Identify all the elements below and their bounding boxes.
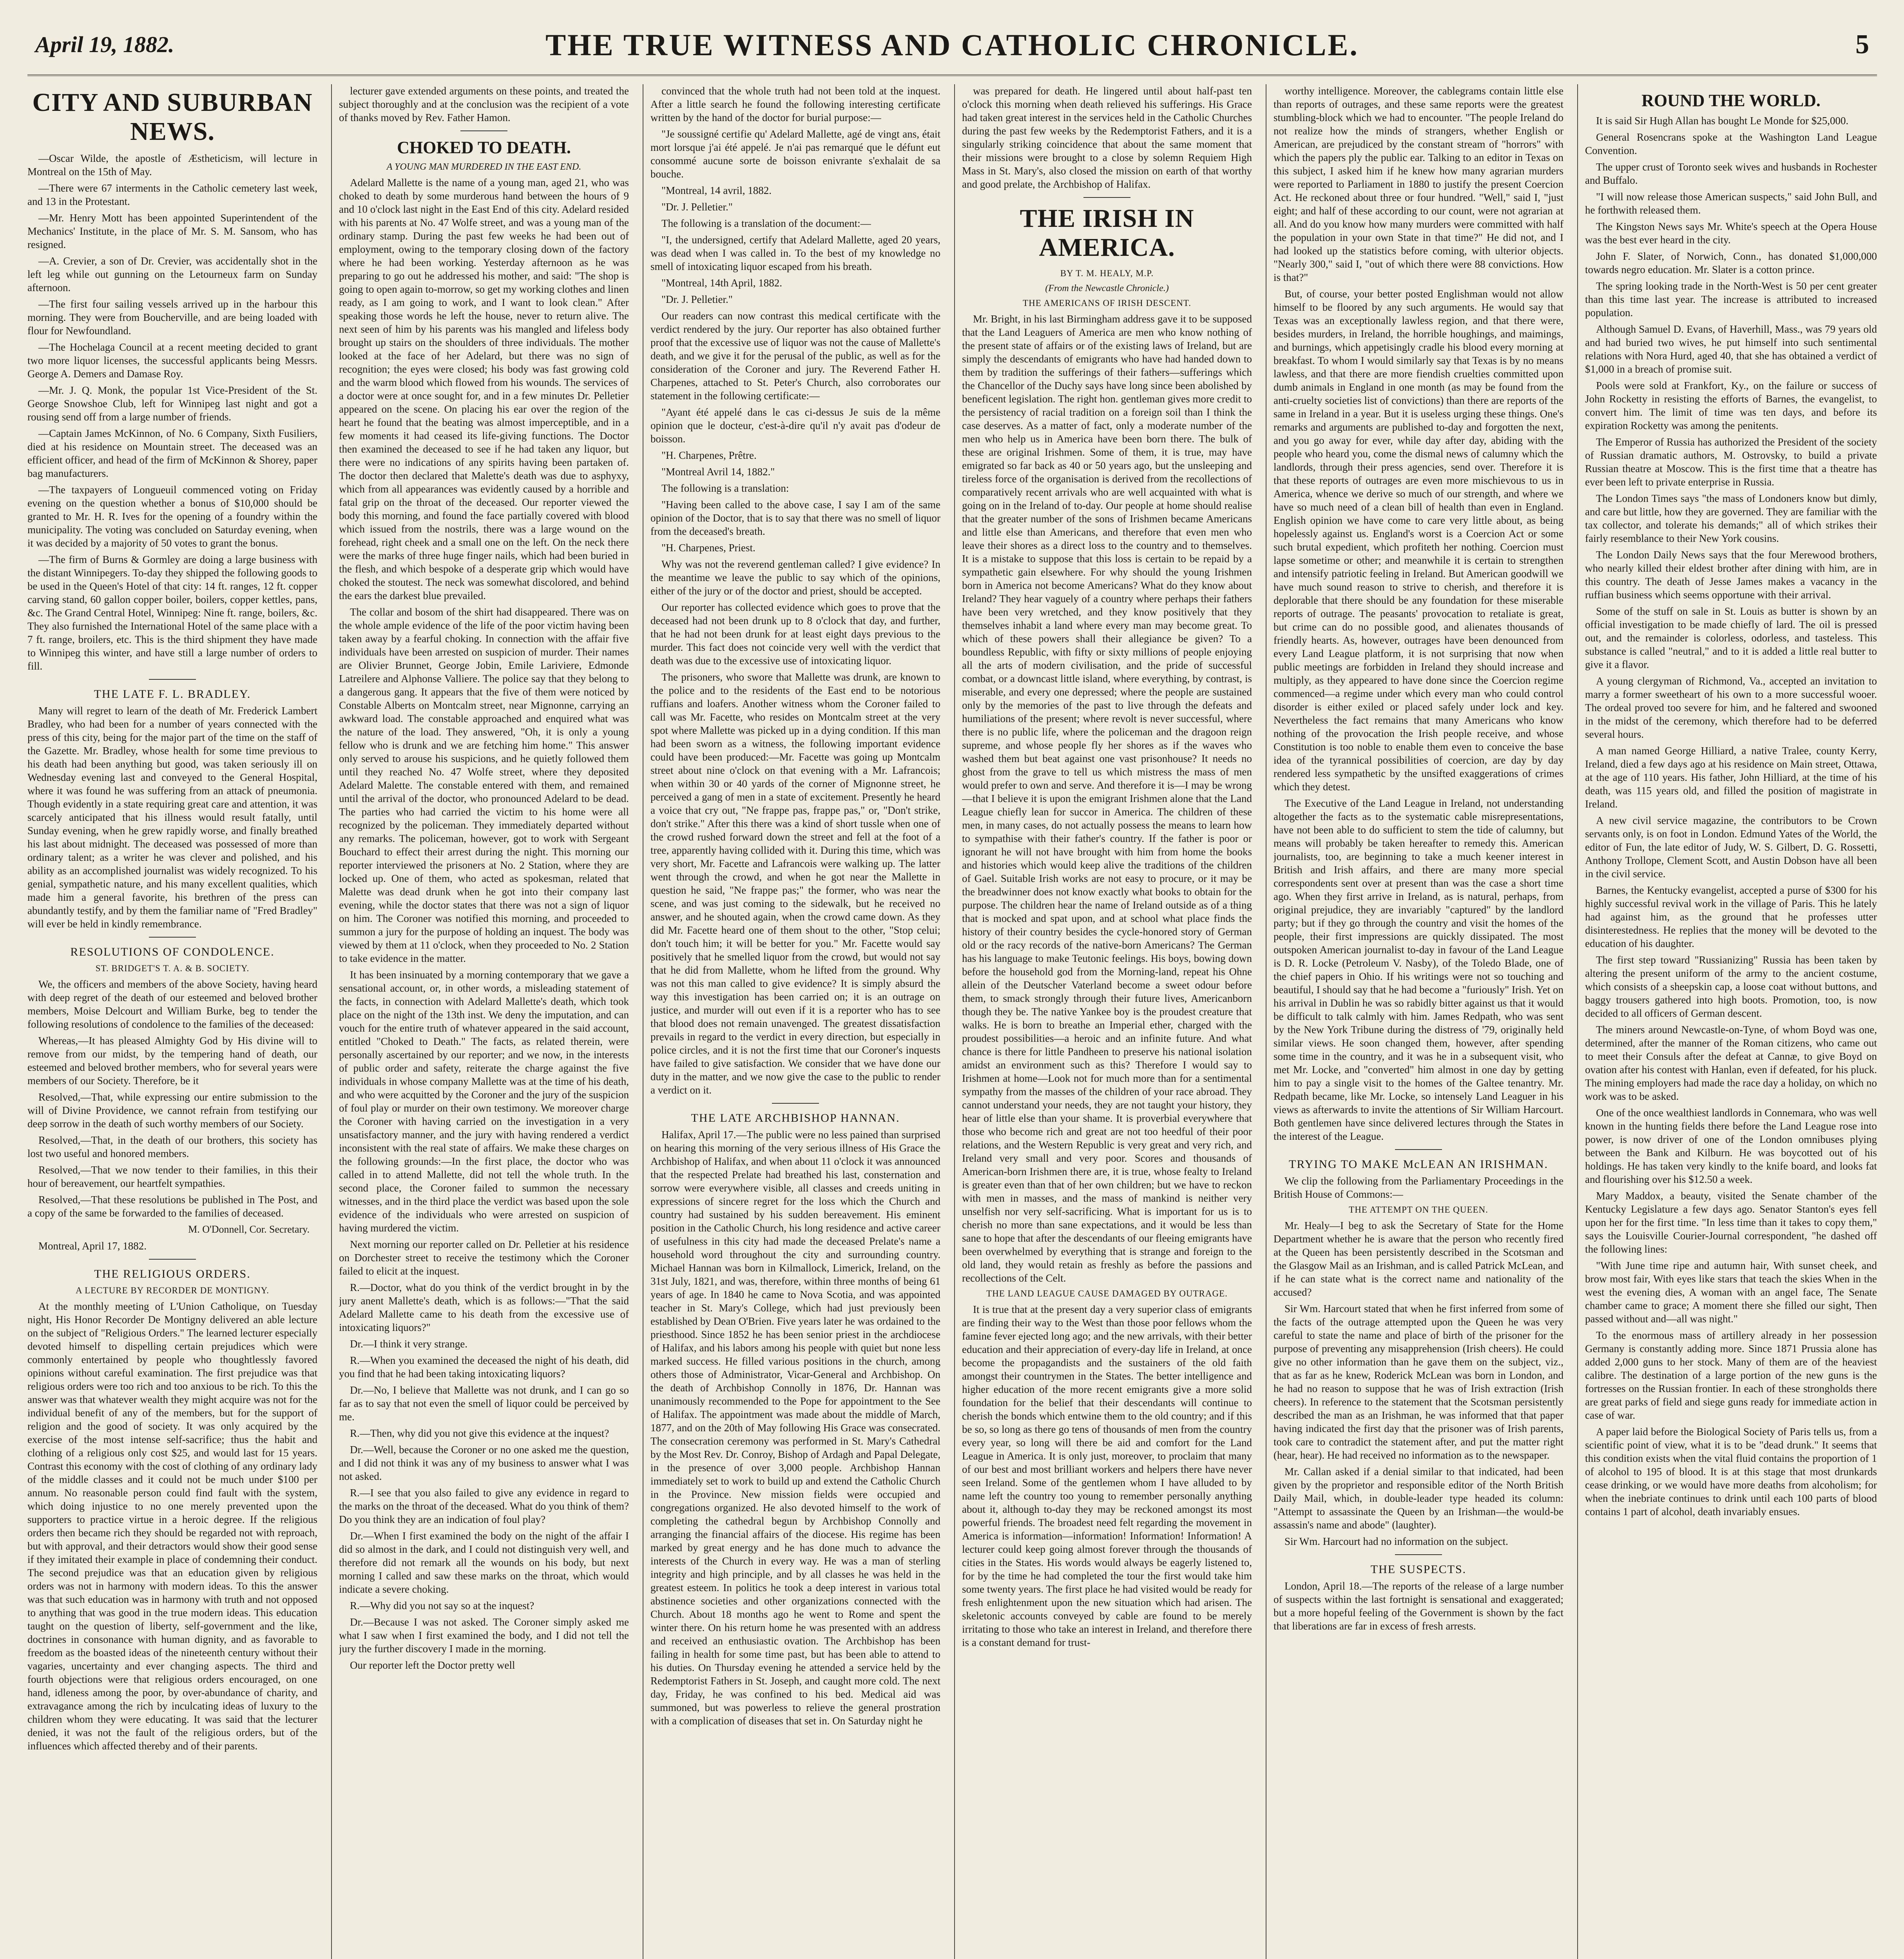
- news-item: —The first four sailing vessels arrived up in the harbour this morning. They were from Boucherville, and are being loaded with flour for Newfoundland.: [27, 298, 317, 337]
- choked-heading: CHOKED TO DEATH.: [397, 138, 571, 157]
- article-text: was prepared for death. He lingered until about half-past ten o'clock this morning when death relieved his sufferings. His Grace had taken great interest in the services held in the Catholic Churches during the past few weeks by the Redemptorist Fathers, and it is a singularly striking coincidence that about the same moment that their missions were brought to a close by solemn Requiem High Mass in St. Mary's, also closed the mission on earth of that worthy and good prelate, the Archbishop of Halifax.: [962, 85, 1252, 190]
- article-text: Our reporter has collected evidence which goes to prove that the deceased had not been drunk up to 8 o'clock that day, and further, that he had not been drunk for at least eight days previous to the murder. This fact does not coincide very well with the verdict that death was due to the excessive use of intoxicating liquor.: [650, 601, 940, 666]
- resolutions-subheading: ST. BRIDGET'S T. A. & B. SOCIETY.: [95, 963, 250, 973]
- article-text: Next morning our reporter called on Dr. Pelletier at his residence on Dorchester street to receive the testimony which the Coroner failed to elicit at the inquest.: [339, 1238, 629, 1277]
- article-text: The following is a translation of the document:—: [661, 217, 871, 229]
- article-text: "H. Charpenes, Priest.: [661, 542, 755, 554]
- news-item: The upper crust of Toronto seek wives and husbands in Rochester and Buffalo.: [1585, 161, 1877, 186]
- city-news-heading: CITY AND SUBURBAN NEWS.: [32, 88, 313, 146]
- news-item: The spring looking trade in the North-West is 50 per cent greater than this time last year. The increase is attributed to increased population.: [1585, 280, 1877, 319]
- article-text: convinced that the whole truth had not been told at the inquest. After a little search he found the following interesting certificate written by the hand of the doctor for burial purpose:—: [650, 85, 940, 123]
- separator: [1395, 1554, 1442, 1555]
- column-2: [339, 84, 629, 1959]
- article-text: It is true that at the present day a very superior class of emigrants are finding their way to the West than those poor fellows whom the famine fever ejected long ago; and the new arrivals, with their better education and their appreciation of every-day life in Ireland, at once become the propagandists and the sustainers of the old faith amongst their countrymen in the States. The better intelligence and higher education of the more recent emigrants give a more solid foundation for the belief that their descendants will continue to cherish the bonds which entwine them to the old country; and if this be so, so long as there go tens of thousands of men from the country every year, so long will there be aid and comfort for the Land League in America. It is only just, moreover, to proclaim that many of our best and most brilliant workers and helpers there have never seen Ireland. Some of the gentlemen whom I have alluded to by name left the country too young to remember personally anything about it, although to-day they may be reckoned amongst its most powerful friends. The broadest need felt regarding the movement in America is information—information! Information! Information! A lecturer could keep going almost forever through the thousands of cities in the States. His words would always be eagerly listened to, for by the time he had completed the tour the first would take him some twenty years. The first place he had visited would be ready for fresh enlightenment upon the new situation which had arisen. The skeletonic accounts conveyed by cable are found to be merely irritating to those who take an interest in Ireland, and therefore there is a constant demand for trust-: [962, 1304, 1252, 1648]
- article-text: Why was not the reverend gentleman called? I give evidence? In the meantime we leave the public to say which of the opinions, either of the jury or of the doctor and priest, should be accepted.: [650, 558, 940, 597]
- news-item: "With June time ripe and autumn hair, With sunset cheek, and brow most fair, With eyes like stars that teach the skies When in the west the evening dies, A woman with an angel face, The Senate chamber came to grace; A moment there she filled our sight, Then passed without and—all was night.": [1585, 1260, 1877, 1325]
- article-text: "Montreal Avril 14, 1882.": [661, 466, 775, 478]
- article-text: worthy intelligence. Moreover, the cablegrams contain little else than reports of outrages, and these same reports were the greatest stumbling-block which we had to encounter. "The people Ireland do not realize how the minds of strangers, whether English or American, are prejudiced by the constant stream of "horrors" with which the papers ply the public ear. Talking to an editor in Texas on this subject, I asked him if he knew how many agrarian murders were reported to Parliament in 1880 to justify the present Coercion Act. He reckoned about three or four hundred. "Well," said I, "just eight; and half of these according to our count, were not agrarian at all. And do you know how many murders were committed with half the population in your own State in that time?" He did not, and I had looked up the statistics before coming, with ulterior objects. "Nearly 300," said I, "out of which there were 88 convictions. How is that?": [1274, 85, 1563, 283]
- resolution-paragraph: Resolved,—That, while expressing our entire submission to the will of Divine Providence, we cannot refrain from testifying our deep sorrow in the death of such worthy members of our Society.: [27, 1091, 317, 1130]
- news-item: The first step toward "Russianizing" Russia has been taken by altering the present uniform of the army to the ancient costume, which consists of a sheepskin cap, a loose coat without buttons, and baggy trousers gathered into high boots. Promotion, too, is now decided to all officers of German descent.: [1585, 954, 1877, 1019]
- byline: BY T. M. HEALY, M.P.: [1060, 268, 1154, 278]
- article-text: The Executive of the Land League in Ireland, not understanding altogether the facts as to the systematic cable misrepresentations, have not been able to do sufficient to stem the tide of calumny, but means will probably be taken hereafter to remedy this. American journalists, too, are beginning to take a much keener interest in British and Irish affairs, and there are many more special correspondents sent over at present than was the case a short time ago. When they first arrive in Ireland, as is natural, perhaps, from original prejudice, they are invariably "captured" by the landlord party; but if they go through the country and visit the homes of the people, their first impressions are quickly dissipated. The most outspoken American journalist to-day in favour of the Land League is D. R. Locke (Petroleum V. Nasby), of the Toledo Blade, one of the chief papers in Ohio. If his writings were not so touching and beautiful, I should say that he had become a "furiously" Irish. Yet on his arrival in Dublin he was so rabidly bitter against us that it would be difficult to talk calmly with him. James Redpath, who was sent by the New York Tribune during the distress of '79, originally held similar views. He soon changed them, however, after spending some time in the country, and it was he in a subsequent visit, who met Mr. Locke, and "converted" him almost in one day by getting him to pay a single visit to the homes of the Galtee tenantry. Mr. Redpath became, like Mr. Locke, so intensely Land Leaguer in his views as afterwards to invite the attentions of Sir William Harcourt. Both gentlemen have since delivered lectures through the States in the interest of the League.: [1274, 797, 1563, 1142]
- article-text: R.—When you examined the deceased the night of his death, did you find that he had been taking intoxicating liquors?: [339, 1354, 629, 1380]
- article-text: Sir Wm. Harcourt had no information on the subject.: [1284, 1535, 1508, 1547]
- article-text: The prisoners, who swore that Mallette was drunk, are known to the police and to the residents of the East end to be notorious ruffians and loafers. Another witness whom the Coroner failed to call was Mr. Facette, who resides on Montcalm street at the very spot where Mallette was picked up in a dying condition. If this man had been sworn as a witness, the following important evidence could have been produced:—Mr. Facette was going up Montcalm street about nine o'clock on that evening with a Mr. Lafrancois; when within 30 or 40 yards of the corner of Mignonne street, he perceived a gang of men in a state of excitement. Presently he heard a voice that cry out, "Ne frappe pas, frappe pas," or, "Don't strike, don't strike." After this there was a kind of short tussle when one of the crowd rushed forward down the street and fell at the foot of a tree, apparently having collided with it. During this time, which was very short, Mr. Facette and Lafrancois were walking up. The latter went through the crowd, and when he got near the Mallette in question he said, "Ne frappe pas;" the former, who was near the scene, and was just coming to the sidewalk, but he received no answer, and he shouted again, when the crowd came down. As they did Mr. Facette heard one of them shout to the other, "Stop celui; don't touch him; it will be better for you." Mr. Facette would say positively that he smelled liquor from the crowd, but would not say that he did from Mallette, whom he lifted from the ground. Why was not this man called to give evidence? It is simply absurd the way this investigation has been carried on; it is an outrage on justice, and murder will out even if it is a reporter who has to see that blood does not remain unavenged. The greatest dissatisfaction prevails in regard to the verdict in every direction, but especially in police circles, and it is not the first time that our Coroner's inquests have failed to give satisfaction. We consider that we have done our duty in the matter, and we now give the case to the public to render a verdict on it.: [650, 671, 940, 1096]
- news-item: The London Times says "the mass of Londoners know but dimly, and care but little, how they are governed. They are familiar with the tax collector, and tolerate his demands;" all of which strikes their fairly resemblance to their New York cousins.: [1585, 492, 1877, 544]
- news-item: The Kingston News says Mr. White's speech at the Opera House was the best ever heard in the city.: [1585, 221, 1877, 246]
- column-rule: [954, 84, 955, 1959]
- separator: [1083, 197, 1130, 198]
- news-item: The London Daily News says that the four Merewood brothers, who nearly killed their eldest brother after dining with him, are in this country. The death of Jesse James makes a vacancy in the ruffian business which seems opportune with their arrival.: [1585, 549, 1877, 601]
- article-text: Adelard Mallette is the name of a young man, aged 21, who was choked to death by some murderous hand between the hours of 9 and 10 o'clock last night in the East End of this city. Adelard resided with his parents at No. 47 Wolfe street, and was a young man of the ordinary stamp. During the past few weeks he had been out of employment, owing to the temporary closing down of the factory where he had been working. Yesterday afternoon as he was preparing to go out he addressed his mother, and said: "The shop is going to open again to-morrow, so get my working clothes and linen ready, as I am going to work, and I want to look clean." After speaking those words he left the house, never to return alive. The next seen of him by his parents was his mangled and lifeless body brought up stairs on the shoulders of three individuals. The mother looked at the face of her Adelard, but there was no sign of recognition; the eyes were closed; his body was fast growing cold and the warm blood which flowed from his wounds. The services of a doctor were at once sought for, and in a few minutes Dr. Pelletier appeared on the scene. On placing his ear over the region of the heart he found that the beating was almost imperceptible, and in a few moments it had ceased its life-giving functions. The Doctor then examined the deceased to see if he had taken any liquor, but there were no indications of any spirits having been partaken of. The doctor then declared that Malette's death was due to asphyxy, which from all appearances was evidently caused by a horrible and fatal grip on the throat of the deceased. Our reporter viewed the body this morning, and found the face partially covered with blood which issued from the nostrils, there was a large wound on the forehead, right cheek and a small one on the left. On the neck there were the marks of three huge finger nails, which had been buried in the flesh, and which bespoke of a desperate grip which would have choked the stoutest. The neck was somewhat discolored, and behind the ears the darkest blue prevailed.: [339, 177, 629, 601]
- news-item: A man named George Hilliard, a native Tralee, county Kerry, Ireland, died a few days ago at his residence on Main street, Ottawa, at the age of 110 years. His father, John Hilliard, at the time of his death, was 115 years old, and filled the position of magistrate in Ireland.: [1585, 745, 1877, 810]
- choked-subheading: A YOUNG MAN MURDERED IN THE EAST END.: [386, 162, 582, 172]
- column-4: [962, 84, 1252, 1959]
- article-text: "Montreal, 14 avril, 1882.: [661, 185, 772, 196]
- news-item: —Mr. J. Q. Monk, the popular 1st Vice-President of the St. George Snowshoe Club, left for Winnipeg last night and got a rousing send off from a large number of friends.: [27, 384, 317, 423]
- article-text: R.—I see that you also failed to give any evidence in regard to the marks on the throat of the deceased. What do you think of them? Do you think they are an indication of foul play?: [339, 1487, 629, 1525]
- separator: [1395, 1149, 1442, 1150]
- separator: [460, 130, 507, 131]
- columns: [27, 84, 1877, 1959]
- news-item: Mary Maddox, a beauty, visited the Senate chamber of the Kentucky Legislature a few days ago. Senator Stanton's eyes fell upon her for the first time. "In less time than it takes to copy them," says the Louisville Courier-Journal correspondent, "he dashed off the following lines:: [1585, 1190, 1877, 1255]
- article-text: "H. Charpenes, Prêtre.: [661, 449, 757, 461]
- column-6: [1585, 84, 1877, 1959]
- round-the-world-heading: ROUND THE WORLD.: [1641, 91, 1821, 110]
- article-text: lecturer gave extended arguments on these points, and treated the subject thoroughly and at the conclusion was the recipient of a vote of thanks moved by Rev. Father Hamon.: [339, 85, 629, 123]
- column-3: [650, 84, 940, 1959]
- article-text: "Dr. J. Pelletier.": [661, 293, 733, 305]
- column-rule: [1577, 84, 1578, 1959]
- article-text: Dr.—Well, because the Coroner or no one asked me the question, and I did not think it was any of my business to answer what I was not asked.: [339, 1444, 629, 1482]
- column-rule: [331, 84, 332, 1959]
- source-line: (From the Newcastle Chronicle.): [1045, 283, 1169, 293]
- resolution-paragraph: Resolved,—That these resolutions be published in The Post, and a copy of the same be forwarded to the families of deceased.: [27, 1194, 317, 1219]
- obituary-heading: THE LATE F. L. BRADLEY.: [94, 688, 251, 701]
- news-item: —Mr. Henry Mott has been appointed Superintendent of the Mechanics' Institute, in the place of Mr. S. M. Sansom, who has resigned.: [27, 212, 317, 250]
- article-text: Dr.—I think it very strange.: [350, 1338, 467, 1350]
- article-text: Dr.—When I first examined the body on the night of the affair I did so almost in the dark, and I could not distinguish very well, and therefore did not remark all the wounds on his body, but next morning I called and saw these marks on the throat, which would indicate a severe choking.: [339, 1530, 629, 1595]
- news-item: "I will now release those American suspects," said John Bull, and he forthwith released them.: [1585, 191, 1877, 216]
- article-text: Our reporter left the Doctor pretty well: [350, 1659, 515, 1671]
- article-text: "Having been called to the above case, I say I am of the same opinion of the Doctor, that is to say that there was no smell of liquor from the deceased's breath.: [650, 499, 940, 537]
- news-item: It is said Sir Hugh Allan has bought Le Monde for $25,000.: [1596, 115, 1849, 127]
- news-item: John F. Slater, of Norwich, Conn., has donated $1,000,000 towards negro education. Mr. Slater is a cotton prince.: [1585, 250, 1877, 275]
- news-item: Pools were sold at Frankfort, Ky., on the failure or success of John Rocketty in resisting the efforts of Barnes, the evangelist, to convert him. The limit of time was ten days, and before its expiration Rocketty was among the penitents.: [1585, 380, 1877, 431]
- article-text: Mr. Bright, in his last Birmingham address gave it to be supposed that the Land Leaguers of America are men who know nothing of the present state of affairs or of the existing laws of Ireland, but are simply the descendants of emigrants who have had handed down to them by tradition the sufferings of their fathers—sufferings which the Chancellor of the Duchy says have long since been abolished by beneficent legislation. The right hon. gentleman gives more credit to the persistency of racial tradition on a foreign soil than I think the case deserves. As a matter of fact, only a moderate number of the men who help us in America have been born there. The bulk of these are original Irishmen. Some of them, it is true, may have emigrated so far back as 40 or 50 years ago, but the unsleeping and tireless force of the organisation is derived from the recollections of comparatively recent arrivals who are well acquainted with what is going on in the Ireland of to-day. Our people at home should realise that the greater number of the sons of Irishmen became Americans and little else than Americans, and therefore that even men who leave their shores as a direct loss to the country and to themselves. It is a mistake to suppose that this loss is certain to be repaid by a sympathetic gain elsewhere. For why should the young Irishmen born in America not become Americans? What do they know about Ireland? They hear vaguely of a country where perhaps their fathers have been very wretched, and they know positively that they themselves inhabit a land where every man may become great. To which of these powers shall their allegiance be given? To a boundless Republic, with fifty or sixty millions of people enjoying all the arts of modern civilisation, and the pride of successful combat, or a downcast little island, where everything, by contrast, is miserable, and every one depressed; where the people are sustained only by the memories of the past to live through the defeats and humiliations of the present; where revolt is never successful, where there is no public life, where the policeman and the dragoon reign supreme, and whose people fly her shores as if the waves who washed them but beat against one vast prisonhouse? It needs no ghost from the grave to tell us which mistress the mass of men would prefer to own and serve. And therefore it is—I may be wrong—that I believe it is upon the emigrant Irishmen alone that the Land League chiefly lean for succor in America. The children of these men, in many cases, do not actually possess the means to learn how to sympathise with their father's country. If the father is poor or ignorant he will not have brought with him from home the books and histories which would keep alive the traditions of the children of Gael. Suitable Irish works are not easy to procure, or it may be the breadwinner does not know exactly what books to obtain for the purpose. The children hear the name of Ireland outside as of a thing that is mocked and spat upon, and at school what place finds the history of their country besides the cycle-honored story of German old or the racy records of the native-born Americans? The German has his language to make Teutonic feelings. His boys, bowing down before the household god from the Morning-land, repeat his Ohne allein of the Deutscher Vaterland become a sweet odour before them, to smack strongly through their future lives, Americanborn though they be. The native Yankee boy is the proudest creature that walks. He is born to breathe an Imperial ether, charged with the proudest possibilities—a heroic and an infinite future. And what chance is there for little Pandheen to preserve his national isolation amidst an environment such as this? Therefore I would say to Irishmen at home—Look not for much more than for a sentimental sympathy from the masses of the children of your race abroad. They cannot understand your needs, they are not taught your history, they hear of little else than your shame. It is proverbial everywhere that those who become rich and great are not too heedful of their poor relations, and the Western Republic is very great and very rich, and Ireland very small and very poor. Scores and thousands of American-born Irishmen there are, it is true, whose fealty to Ireland is greater even than that of her own children; but we have to reckon with men in masses, and the mass of mankind is neither very unselfish nor very self-sacrificing. What is important for us is to cherish no more than sane expectations, and it would be less than sane to hope that after the descendants of our fleeing emigrants have been overwhelmed by everything that is strange and foreign to the old land, they would retain as freshly as before the passions and recollections of the Celt.: [962, 313, 1252, 1284]
- column-1: [27, 84, 317, 1959]
- article-text: At the monthly meeting of L'Union Catholique, on Tuesday night, His Honor Recorder De Montigny delivered an able lecture on the subject of "Religious Orders." The learned lecturer especially devoted himself to dispelling certain prejudices which were commonly entertained by people who thoughtlessly favored opinions without careful examination. The first prejudice was that religious orders were too rich and too anxious to be rich. To this the answer was that whatever wealth they might acquire was not for the individual benefit of any of the members, but for the support of religion and the good of society. It was only acquired by the exercise of the most intense self-sacrifice; thus the habit and clothing of a religious only cost $25, and would last for 15 years. Contrast this economy with the cost of clothing of any ordinary lady of the middle classes and it could not be much under $100 per annum. No reasonable person could find fault with the system, which doing injustice to no one merely prevented upon the supporters to practice virtue in a heroic degree. If the religious orders then became rich they should be regarded not with reproach, but with approval, and their detractors would show their good sense if they imitated their example in place of condemning their conduct. The second prejudice was that an education given by religious orders was not in harmony with modern ideas. To this the answer was that such education was in harmony with truth and not opposed to anything that was good in the true modern ideas. This education taught on the question of liberty, self-government and the like, doctrines in consonance with human dignity, and as favorable to freedom as the boasted ideas of the nineteenth century without their vagaries, uncertainty and ever changing aspects. The third and fourth objections were that religious orders encouraged, on one hand, idleness among the poor, by over-abundance of charity, and extravagance among the rich by inculcating ideas of luxury to the children whom they were educating. It was said that the lecturer denied, it was not the fault of the religious orders, but of the influences which affected thereby and of their parents.: [27, 1300, 317, 1752]
- news-item: A young clergyman of Richmond, Va., accepted an invitation to marry a former sweetheart of his own to a more successful wooer. The ordeal proved too severe for him, and he faltered and swooned in the midst of the ceremony, which therefore had to be deferred several hours.: [1585, 675, 1877, 740]
- page-number: 5: [1855, 29, 1869, 60]
- news-item: —The Hochelaga Council at a recent meeting decided to grant two more liquor licenses, the successful applicants being Messrs. George A. Demers and Damase Roy.: [27, 341, 317, 380]
- newspaper-title: THE TRUE WITNESS AND CATHOLIC CHRONICLE.: [545, 28, 1359, 62]
- article-text: The collar and bosom of the shirt had disappeared. There was on the whole ample evidence of the life of the poor victim having been taken away by a fearful choking. In connection with the affair five individuals have been arrested on suspicion of murder. Their names are Olivier Brunnet, George Jobin, Emile Lariviere, Edmonde Latreilere and Alphonse Valliere. The police say that they belong to a dangerous gang. It appears that the five of them were noticed by Constable Alberts on Montcalm street, near Mignonne, carrying an awkward load. The constable approached and enquired what was the nature of the load. They answered, "Oh, it is only a young fellow who is drunk and we are fetching him home." This answer only served to arouse his suspicions, and he quietly followed them until they reached No. 47 Wolfe street, where they deposited Adelard Malette. The constable entered with them, and remained until the arrival of the doctor, who pronounced Adelard to be dead. The parties who had carried the victim to his home were all recognized by the policeman. They immediately departed without any remarks. The policeman, however, got to work with Sergeant Bouchard to effect their arrest during the night. This morning our reporter interviewed the prisoners at No. 2 Station, where they are locked up. One of them, who acted as spokesman, related that Malette was dead drunk when he got into their company last evening, while the doctor states that there was not a sign of liquor on him. The Coroner was notified this morning, and proceeded to summon a jury for the purpose of holding an inquest. The body was viewed by them at 11 o'clock, when they proceeded to No. 2 Station to take evidence in the matter.: [339, 606, 629, 964]
- article-text: "Je soussigné certifie qu' Adelard Mallette, agé de vingt ans, était mort lorsque j'ai été appelé. Je n'ai pas remarqué que le défunt eut consommé aucune sorte de boisson enivrante s'exhalait de sa bouche.: [650, 128, 940, 180]
- separator: [149, 679, 196, 680]
- article-text: "I, the undersigned, certify that Adelard Mallette, aged 20 years, was dead when I was called in. To the best of my knowledge no smell of intoxicating liquor escaped from his breath.: [650, 234, 940, 272]
- separator: [149, 937, 196, 938]
- irish-in-america-heading: THE IRISH IN AMERICA.: [1020, 204, 1194, 262]
- article-text: London, April 18.—The reports of the release of a large number of suspects within the last fortnight is sensational and exaggerated; but a more hopeful feeling of the Government is shown by the fact that liberations are far in excess of fresh arrests.: [1274, 1580, 1563, 1632]
- suspects-heading: THE SUSPECTS.: [1370, 1563, 1467, 1576]
- article-text: R.—Doctor, what do you think of the verdict brought in by the jury anent Mallette's death, which is as follows:—"That the said Adelard Mallette came to his death from the excessive use of intoxicating liquors?": [339, 1282, 629, 1333]
- article-text: Mr. Callan asked if a denial similar to that indicated, had been given by the proprietor and responsible editor of the North British Daily Mail, which, in double-leader type headed its column: "Attempt to assassinate the Queen by an Irishman—the would-be assassin's name and abode" (laughter).: [1274, 1466, 1563, 1531]
- mclean-heading: TRYING TO MAKE McLEAN AN IRISHMAN.: [1289, 1158, 1548, 1171]
- article-text: Our readers can now contrast this medical certificate with the verdict rendered by the jury. Our reporter has also obtained further proof that the excessive use of liquor was not the cause of Mallette's death, and we give it for the perusal of the public, as well as for the consideration of the Coroner and jury. The Reverend Father H. Charpenes, attached to St. Peter's Church, also corroborates our statement in the following certificate:—: [650, 310, 940, 402]
- news-item: To the enormous mass of artillery already in her possession Germany is constantly adding more. Since 1871 Prussia alone has added 2,000 guns to her stock. Many of them are of the heaviest calibre. The destination of a large portion of the new guns is the fortresses on the Russian frontier. In each of these strongholds there are great parks of field and siege guns ready for immediate action in case of war.: [1585, 1329, 1877, 1421]
- separator: [149, 1259, 196, 1260]
- article-text: Mr. Healy—I beg to ask the Secretary of State for the Home Department whether he is aware that the person who recently fired at the Queen has been persistently described in the Scotsman and the Glasgow Mail as an Irishman, and is called Patrick McLean, and if he can state what is the correct name and nationality of the accused?: [1274, 1220, 1563, 1298]
- city-news-items: [27, 152, 317, 673]
- news-item: General Rosencrans spoke at the Washington Land League Convention.: [1585, 131, 1877, 156]
- news-item: —There were 67 interments in the Catholic cemetery last week, and 13 in the Protestant.: [27, 182, 317, 207]
- masthead: [27, 16, 1877, 76]
- obituary-text: Many will regret to learn of the death of Mr. Frederick Lambert Bradley, who had been for a number of years connected with the press of this city, being for the major part of the time on the staff of the Gazette. Mr. Bradley, whose health for some time previous to his death had been anything but good, was taken seriously ill on Wednesday evening last and conveyed to the General Hospital, where it was found he was suffering from an attack of pneumonia. Though evidently in a state requiring great care and attention, it was scarcely anticipated that his illness would result fatally, until Sunday evening, when he grew rapidly worse, and finally breathed his last about midnight. The deceased was possessed of more than ordinary talent; as a writer he was clever and polished, and his ability as an accomplished journalist was widely recognized. To his genial, sympathetic nature, and his many excellent qualities, which made him a general favorite, his brethren of the press can abundantly testify, and by them the familiar name of "Fred Bradley" will ever be held in kindly remembrance.: [27, 705, 317, 930]
- news-item: Although Samuel D. Evans, of Haverhill, Mass., was 79 years old and had buried two wives, he put himself into such sentimental relations with Nora Hurd, aged 40, that she has obtained a verdict of $1,000 in a breach of promise suit.: [1585, 323, 1877, 375]
- article-text: Halifax, April 17.—The public were no less pained than surprised on hearing this morning of the very serious illness of His Grace the Archbishop of Halifax, and when about 11 o'clock it was announced that the respected Prelate had breathed his last, consternation and sorrow were everywhere visible, all classes and creeds uniting in expressions of sincere regret for the loss which the Church and country had sustained by his sudden bereavement. His eminent position in the Catholic Church, his long residence and active career of usefulness in this city had made the deceased Prelate's name a household word throughout the city and surrounding country. Michael Hannan was born in Kilmallock, Limerick, Ireland, on the 31st July, 1821, and was, therefore, within three months of being 61 years of age. In 1840 he came to Nova Scotia, and was appointed teacher in St. Mary's College, which had just previously been established by Dean O'Brien. Five years later he was ordained to the priesthood. Since 1852 he has been senior priest in the archdiocese of Halifax, and his labors among his people with quiet but none less marked success. He filled various positions in the church, among others those of Administrator, Vicar-General and Archbishop. On the death of Archbishop Connolly in 1876, Dr. Hannan was unanimously recommended to the Pope for appointment to the See of Halifax. The appointment was made about the middle of March, 1877, and on the 20th of May following His Grace was consecrated. The consecration ceremony was performed in St. Mary's Cathedral by the Most Rev. Dr. Conroy, Bishop of Ardagh and Papal Delegate, in the presence of over 3,000 people. Archbishop Hannan immediately set to work to build up and extend the Catholic Church in the Province. New mission fields were occupied and congregations organized. He also devoted himself to the work of completing the cathedral begun by Archbishop Connolly and arranging the financial affairs of the diocese. His regime has been marked by great energy and he has done much to advance the interests of the Church in every way. He was a man of sterling integrity and high principle, and by all classes he was held in the greatest esteem. In politics he took a deep interest in various total abstinence societies and other organizations connected with the Church. About 18 months ago he went to Rome and spent the winter there. On his return home he was presented with an address and received an enthusiastic ovation. The Archbishop has been failing in health for some time past, but has been able to attend to his duties. On Thursday evening he attended a service held by the Redemptorist Fathers in St. Joseph, and caught more cold. The next day, Friday, he was confined to his bed. Medical aid was summoned, but was powerless to relieve the general prostration with a complication of diseases that set in. On Saturday night he: [650, 1129, 940, 1727]
- article-text: Dr.—Because I was not asked. The Coroner simply asked me what I saw when I first examined the body, and I did not tell the jury the further discovery I made in the morning.: [339, 1616, 629, 1655]
- news-item: —Captain James McKinnon, of No. 6 Company, Sixth Fusiliers, died at his residence on Mountain street. The deceased was an efficient officer, and head of the firm of McKinnon & Shorey, paper bag manufacturers.: [27, 427, 317, 479]
- article-text: The following is a translation:: [661, 482, 789, 494]
- article-text: Dr.—No, I believe that Mallette was not drunk, and I can go so far as to say that not even the smell of liquor could be perceived by me.: [339, 1384, 629, 1423]
- news-item: One of the once wealthiest landlords in Connemara, who was well known in the hunting fields there before the Land League rose into power, is now driver of one of the London omnibuses plying between the Bank and Kilburn. He was boycotted out of his holdings. He has taken very kindly to the knife board, and looks fat and flourishing over his $12.50 a week.: [1585, 1107, 1877, 1185]
- news-item: The miners around Newcastle-on-Tyne, of whom Boyd was one, determined, after the manner of the Roman citizens, who came out to meet their Consuls after the defeat at Cannæ, to give Boyd on ovation after his contest with Hanlan, even if defeated, for his pluck. The mining employers had made the race day a holiday, on which no work was to be asked.: [1585, 1024, 1877, 1102]
- article-text: Sir Wm. Harcourt stated that when he first inferred from some of the facts of the outrage attempted upon the Queen he was very careful to state the name and place of birth of the prisoner for the purpose of preventing any misapprehension (Irish cheers). He could give no other information than he gave them on the subject, viz., that as far as he knew, Roderick McLean was born in London, and he had no reason to suppose that he was of Irish extraction (Irish cheers). In reference to the statement that the Scotsman persistently described the man as an Irishman, he was informed that that paper having indicated the first day that the prisoner was of Irish parents, took care to contradict the statement after, and put the matter right (hear, hear). He had received no information as to the newspaper.: [1274, 1303, 1563, 1461]
- article-text: We clip the following from the Parliamentary Proceedings in the British House of Commons:—: [1274, 1175, 1563, 1200]
- article-text: But, of course, your better posted Englishman would not allow himself to be floored by any such arguments. He would say that Texas was an exceptionally lawless region, and that there were, besides murders, in Ireland, the horrible houghings, and maimings, and burnings, which appetisingly cradle his blood every morning at breakfast. To whom I would similarly say that Texas is by no means lawless, and that there are more fiendish cruelties committed upon dumb animals in England in one month (as may be found from the anti-cruelty societies list of convictions) than there are reports of the same in Ireland in a year. But it is useless urging these things. One's remarks and arguments are published to-day and forgotten the next, and you go away for ever, while day after day, abiding with the people who heard you, come the dismal news of calumny which the landlords, through their press agencies, send over. Therefore it is that these reports of outrages are even more mischievous to us in America, whence we derive so much of our strength, and where we have so much need of a clean bill of health than even in England. English opinion we have come to care very little about, as being hopelessly against us. England's worst is a Coercion Act or some such brutal expedient, which profiteth her nothing. Coercion must lapse sometime or other; and meanwhile it is certain to strengthen and intensify patriotic feeling in Ireland. But American goodwill we have much sound reason to strive to cherish, and therefore it is deplorable that there should be any foundation for these miserable reports of outrage. The peasants' provocation to retaliate is great, but crime can do no possible good, and alienates thousands of friendly hearts. As, however, outrages have been denounced from every Land League platform, it is not surprising that now when public meetings are forbidden in Ireland they should increase and multiply, as they appeared to have done since the Coercion regime commenced—a regime under which every man who could control disorder is either exiled or placed safely under lock and key. Nevertheless the fact remains that many Americans who know nothing of the provocation the Irish people receive, and whose Constitution is too noble to enable them even to conceive the base idea of the tyrannical possibilities of coercion, are day by day rendered less sympathetic by the unsifted exaggerations of crimes which they detest.: [1274, 288, 1563, 793]
- news-item: A new civil service magazine, the contributors to be Crown servants only, is on foot in London. Edmund Yates of the World, the editor of Fun, the late editor of Judy, W. S. Gilbert, D. G. Rossetti, Anthony Trollope, Clement Scott, and Austin Dobson have all been in the civil service.: [1585, 815, 1877, 880]
- religious-orders-subheading: A LECTURE BY RECORDER DE MONTIGNY.: [75, 1285, 269, 1295]
- article-text: "Montreal, 14th April, 1882.: [661, 277, 782, 289]
- news-item: The Emperor of Russia has authorized the President of the society of Russian dramatic authors, M. Ostrovsky, to build a private Russian theatre at Moscow. This is the first time that a theatre has ever been left to private enterprise in Russia.: [1585, 436, 1877, 488]
- religious-orders-heading: THE RELIGIOUS ORDERS.: [94, 1267, 251, 1280]
- section-subheading: THE AMERICANS OF IRISH DESCENT.: [1023, 298, 1191, 308]
- column-5: [1274, 84, 1563, 1959]
- article-text: "Dr. J. Pelletier.": [661, 201, 733, 213]
- article-text: "Ayant été appelé dans le cas ci-dessus Je suis de la même opinion que le docteur, c'est-à-dire qu'il n'y avait pas d'odeur de boisson.: [650, 406, 940, 445]
- resolutions-heading: RESOLUTIONS OF CONDOLENCE.: [70, 945, 275, 958]
- article-text: It has been insinuated by a morning contemporary that we gave a sensational account, or, in other words, a misleading statement of the facts, in connection with Adelard Mallette's death, which took place on the night of the 13th inst. We deny the imputation, and can vouch for the entire truth of whatever appeared in the said account, entitled "Choked to Death." The facts, as related therein, were personally ascertained by our reporter; and we now, in the interests of public order and safety, reiterate the charge against the five individuals in whose company Mallette was at the time of his death, and who were acquitted by the Coroner and the jury of the suspicion of foul play or murder on their own testimony. We moreover charge the Coroner with having carried on the investigation in a very unsatisfactory manner, and the jury with having rendered a verdict inconsistent with the real state of affairs. We make these charges on the following grounds:—In the first place, the doctor who was called in to attend Mallette, did not tell the whole truth. In the second place, the Coroner failed to summon the necessary witnesses, and in the third place the verdict was based upon the sole evidence of the individuals who were arrested on suspicion of having murdered the victim.: [339, 969, 629, 1234]
- news-item: —The taxpayers of Longueuil commenced voting on Friday evening on the question whether a bonus of $10,000 should be granted to Mr. H. R. Ives for the opening of a foundry within the municipality. The voting was concluded on Saturday evening, when it was decided by a majority of 50 votes to grant the bonus.: [27, 484, 317, 549]
- section-subheading: THE ATTEMPT ON THE QUEEN.: [1349, 1205, 1488, 1215]
- news-item: —A. Crevier, a son of Dr. Crevier, was accidentally shot in the left leg while out gunning on the Letourneux farm on Sunday afternoon.: [27, 255, 317, 293]
- news-item: A paper laid before the Biological Society of Paris tells us, from a scientific point of view, what it is to be "dead drunk." It seems that this condition exists when the vital fluid contains the proportion of 1 of alcohol to 195 of blood. It is at this stage that most drunkards cease drinking, or we would have more deaths from alcoholism; for when the inebriate continues to drink until each 100 parts of blood contains 1 part of alcohol, death invariably ensues.: [1585, 1426, 1877, 1517]
- news-item: Barnes, the Kentucky evangelist, accepted a purse of $300 for his highly successful revival work in the village of Paris. This he lately had against him, as the ground that he professes utter disinterestedness. He replies that the money will be devoted to the education of his daughter.: [1585, 884, 1877, 949]
- signature: M. O'Donnell, Cor. Secretary.: [188, 1224, 310, 1235]
- article-text: R.—Then, why did you not give this evidence at the inquest?: [350, 1427, 609, 1439]
- archbishop-heading: THE LATE ARCHBISHOP HANNAN.: [691, 1112, 900, 1124]
- section-subheading: THE LAND LEAGUE CAUSE DAMAGED BY OUTRAGE.: [986, 1289, 1228, 1298]
- dateline: Montreal, April 17, 1882.: [38, 1240, 147, 1252]
- resolution-paragraph: We, the officers and members of the above Society, having heard with deep regret of the death of our esteemed and beloved brother members, Moise Delcourt and William Burke, beg to tender the following resolutions of condolence to the families of the deceased:: [27, 978, 317, 1030]
- resolution-paragraph: Whereas,—It has pleased Almighty God by His divine will to remove from our midst, by the tempering hand of death, our esteemed and beloved brother members, who for several years were members of our Society. Therefore, be it: [27, 1035, 317, 1086]
- resolution-paragraph: Resolved,—That we now tender to their families, in this their hour of bereavement, our heartfelt sympathies.: [27, 1164, 317, 1189]
- news-item: Some of the stuff on sale in St. Louis as butter is shown by an official investigation to be made chiefly of lard. The oil is pressed out, and the remainder is colorless, odorless, and tasteless. This substance is called "neutral," and to it is added a little real butter to give it a flavor.: [1585, 605, 1877, 670]
- separator: [772, 1103, 819, 1104]
- news-item: —The firm of Burns & Gormley are doing a large business with the distant Winnipegers. To-day they shipped the following goods to be used in the Queen's Hotel of that city: 14 ft. ranges, 12 ft. copper carving stand, 60 gallon copper boiler, boilers, copper kettles, pans, &c. The Grand Central Hotel, Winnipeg: Nine ft. range, boilers, &c. They also furnished the International Hotel of the same place with a 7 ft. range, broilers, etc. This is the third shipment they have made to Winnipeg this winter, and have still a large number of orders to fill.: [27, 554, 317, 672]
- article-text: R.—Why did you not say so at the inquest?: [350, 1600, 534, 1611]
- resolution-paragraph: Resolved,—That, in the death of our brothers, this society has lost two useful and honored members.: [27, 1134, 317, 1159]
- news-item: —Oscar Wilde, the apostle of Æstheticism, will lecture in Montreal on the 15th of May.: [27, 152, 317, 177]
- newspaper-page: [27, 16, 1877, 1959]
- issue-date: April 19, 1882.: [35, 32, 174, 57]
